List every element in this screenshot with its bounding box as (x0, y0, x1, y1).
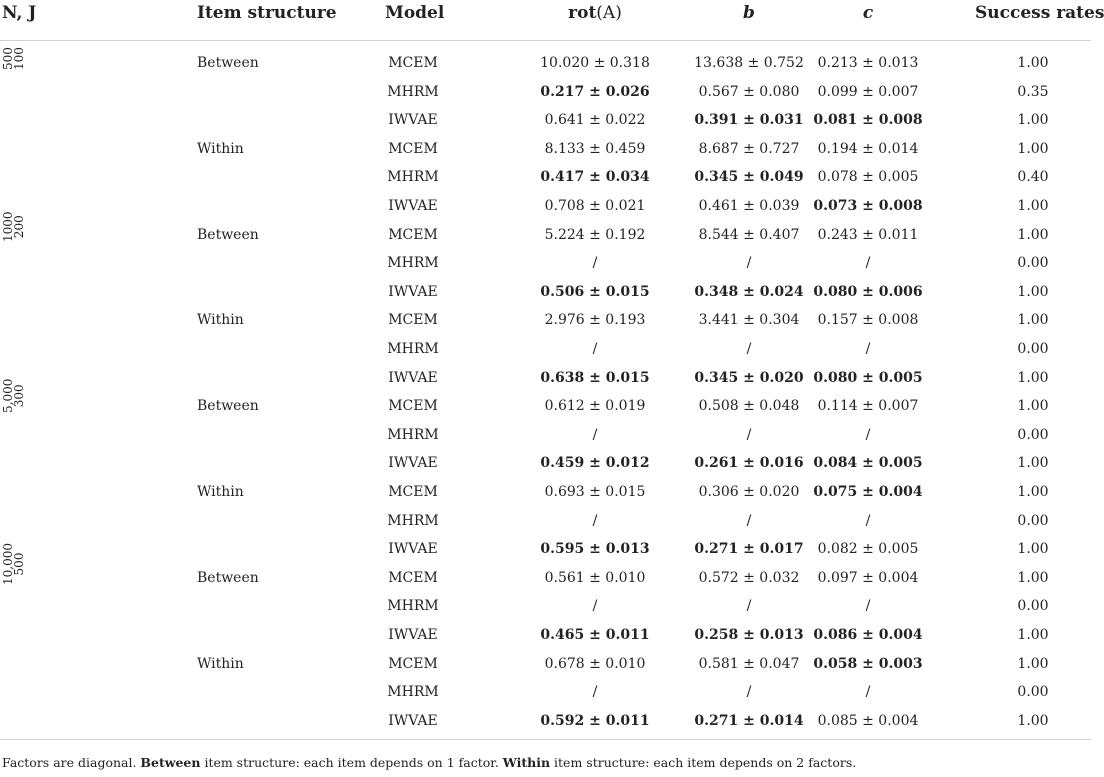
cell-rot: 8.133 ± 0.459 (544, 141, 646, 157)
cell-model: IWVAE (388, 370, 438, 386)
cell-b: / (746, 684, 752, 700)
footnote-between-text: item structure: each item depends on 1 factor. (200, 755, 503, 770)
cell-model: IWVAE (388, 627, 438, 643)
cell-model: MCEM (388, 227, 438, 243)
cell-rot: 10.020 ± 0.318 (540, 55, 650, 71)
cell-b: 8.544 ± 0.407 (698, 227, 800, 243)
cell-c: / (865, 255, 871, 271)
cell-c: 0.082 ± 0.005 (817, 541, 919, 557)
cell-success: 1.00 (1017, 713, 1049, 729)
cell-model: MHRM (387, 684, 439, 700)
table-bottom-rule (0, 739, 1091, 740)
header-model: Model (385, 3, 445, 23)
cell-success: 1.00 (1017, 541, 1049, 557)
cell-c: 0.243 ± 0.011 (817, 227, 919, 243)
cell-model: MCEM (388, 656, 438, 672)
cell-b: 0.567 ± 0.080 (698, 84, 800, 100)
cell-c: 0.073 ± 0.008 (813, 198, 923, 214)
cell-success: 1.00 (1017, 227, 1049, 243)
cell-c: 0.099 ± 0.007 (817, 84, 919, 100)
cell-model: IWVAE (388, 713, 438, 729)
cell-rot: / (592, 598, 598, 614)
header-c: c (862, 3, 874, 23)
cell-b: 3.441 ± 0.304 (698, 312, 800, 328)
cell-model: MHRM (387, 255, 439, 271)
cell-success: 0.00 (1017, 255, 1049, 271)
group-nj-label (3, 47, 25, 70)
cell-success: 1.00 (1017, 141, 1049, 157)
cell-c: 0.114 ± 0.007 (817, 398, 919, 414)
cell-model: MCEM (388, 398, 438, 414)
cell-c: / (865, 684, 871, 700)
cell-b: 0.271 ± 0.014 (694, 713, 804, 729)
cell-c: 0.075 ± 0.004 (813, 484, 923, 500)
cell-b: 0.572 ± 0.032 (698, 570, 800, 586)
header-rot: rot(A) (568, 3, 622, 23)
cell-structure: Within (197, 656, 244, 672)
header-nj: N, J (2, 3, 37, 23)
cell-rot: / (592, 513, 598, 529)
footnote-intro: Factors are diagonal. (2, 755, 141, 770)
cell-success: 1.00 (1017, 112, 1049, 128)
cell-rot: / (592, 684, 598, 700)
cell-rot: 0.708 ± 0.021 (544, 198, 646, 214)
cell-c: 0.084 ± 0.005 (813, 455, 923, 471)
cell-rot: 0.641 ± 0.022 (544, 112, 646, 128)
header-b: b (743, 3, 755, 23)
group-j: 300 (12, 384, 26, 408)
cell-b: 0.508 ± 0.048 (698, 398, 800, 414)
group-n: 5,000 (1, 378, 15, 413)
cell-b: 8.687 ± 0.727 (698, 141, 800, 157)
cell-model: IWVAE (388, 284, 438, 300)
cell-b: 0.348 ± 0.024 (694, 284, 804, 300)
cell-b: 0.258 ± 0.013 (694, 627, 804, 643)
cell-b: 0.581 ± 0.047 (698, 656, 800, 672)
cell-rot: 0.217 ± 0.026 (540, 84, 650, 100)
cell-b: 0.391 ± 0.031 (694, 112, 804, 128)
cell-c: 0.080 ± 0.005 (813, 370, 923, 386)
cell-model: MHRM (387, 84, 439, 100)
footnote-within-label: Within (502, 755, 551, 770)
cell-structure: Between (197, 227, 259, 243)
cell-success: 0.00 (1017, 341, 1049, 357)
footnote-within-text: item structure: each item depends on 2 factors. (550, 755, 857, 770)
cell-success: 1.00 (1017, 284, 1049, 300)
cell-structure: Within (197, 312, 244, 328)
group-n: 10,000 (1, 543, 15, 585)
footnote-between-label: Between (140, 755, 201, 770)
cell-success: 1.00 (1017, 398, 1049, 414)
group-j: 200 (12, 215, 26, 239)
cell-rot: 0.638 ± 0.015 (540, 370, 650, 386)
cell-c: 0.086 ± 0.004 (813, 627, 923, 643)
cell-rot: 0.693 ± 0.015 (544, 484, 646, 500)
cell-structure: Within (197, 484, 244, 500)
cell-rot: / (592, 341, 598, 357)
cell-c: / (865, 598, 871, 614)
header-success-rates: Success rates (975, 3, 1104, 23)
cell-model: MCEM (388, 55, 438, 71)
cell-c: 0.085 ± 0.004 (817, 713, 919, 729)
cell-c: 0.080 ± 0.006 (813, 284, 923, 300)
table-header (0, 0, 1104, 41)
cell-success: 0.35 (1017, 84, 1049, 100)
cell-b: / (746, 598, 752, 614)
cell-rot: 0.592 ± 0.011 (540, 713, 650, 729)
group-nj-label (3, 543, 25, 585)
cell-c: / (865, 341, 871, 357)
cell-c: 0.078 ± 0.005 (817, 169, 919, 185)
cell-rot: 0.506 ± 0.015 (540, 284, 650, 300)
cell-b: / (746, 427, 752, 443)
cell-rot: 0.465 ± 0.011 (540, 627, 650, 643)
cell-success: 1.00 (1017, 455, 1049, 471)
cell-success: 1.00 (1017, 198, 1049, 214)
cell-b: / (746, 513, 752, 529)
header-item-structure: Item structure (197, 3, 337, 23)
cell-success: 0.00 (1017, 598, 1049, 614)
cell-structure: Within (197, 141, 244, 157)
cell-b: 0.271 ± 0.017 (694, 541, 804, 557)
cell-structure: Between (197, 55, 259, 71)
cell-c: 0.081 ± 0.008 (813, 112, 923, 128)
cell-rot: / (592, 255, 598, 271)
cell-success: 1.00 (1017, 312, 1049, 328)
cell-rot: 0.595 ± 0.013 (540, 541, 650, 557)
cell-model: IWVAE (388, 541, 438, 557)
cell-model: IWVAE (388, 198, 438, 214)
cell-model: IWVAE (388, 455, 438, 471)
cell-success: 1.00 (1017, 570, 1049, 586)
cell-b: 0.461 ± 0.039 (698, 198, 800, 214)
cell-c: 0.097 ± 0.004 (817, 570, 919, 586)
cell-model: IWVAE (388, 112, 438, 128)
cell-rot: 0.417 ± 0.034 (540, 169, 650, 185)
cell-rot: 0.678 ± 0.010 (544, 656, 646, 672)
cell-model: MCEM (388, 484, 438, 500)
cell-model: MHRM (387, 341, 439, 357)
cell-b: 0.345 ± 0.049 (694, 169, 804, 185)
cell-model: MHRM (387, 169, 439, 185)
cell-rot: 0.459 ± 0.012 (540, 455, 650, 471)
cell-c: 0.194 ± 0.014 (817, 141, 919, 157)
cell-rot: / (592, 427, 598, 443)
cell-success: 1.00 (1017, 55, 1049, 71)
cell-model: MCEM (388, 312, 438, 328)
cell-c: / (865, 427, 871, 443)
cell-model: MHRM (387, 598, 439, 614)
cell-success: 1.00 (1017, 370, 1049, 386)
cell-model: MCEM (388, 570, 438, 586)
cell-rot: 2.976 ± 0.193 (544, 312, 646, 328)
cell-success: 1.00 (1017, 656, 1049, 672)
cell-model: MCEM (388, 141, 438, 157)
cell-success: 0.00 (1017, 513, 1049, 529)
cell-b: 0.345 ± 0.020 (694, 370, 804, 386)
cell-success: 1.00 (1017, 627, 1049, 643)
cell-b: 0.261 ± 0.016 (694, 455, 804, 471)
group-n: 1000 (1, 211, 15, 242)
cell-success: 0.00 (1017, 427, 1049, 443)
cell-success: 0.00 (1017, 684, 1049, 700)
cell-rot: 5.224 ± 0.192 (544, 227, 646, 243)
cell-success: 1.00 (1017, 484, 1049, 500)
cell-b: 0.306 ± 0.020 (698, 484, 800, 500)
cell-rot: 0.561 ± 0.010 (544, 570, 646, 586)
cell-b: / (746, 341, 752, 357)
cell-structure: Between (197, 570, 259, 586)
cell-model: MHRM (387, 513, 439, 529)
cell-model: MHRM (387, 427, 439, 443)
group-n: 500 (1, 47, 15, 70)
cell-c: 0.058 ± 0.003 (813, 656, 923, 672)
cell-success: 0.40 (1017, 169, 1049, 185)
group-j: 100 (12, 47, 26, 70)
cell-c: 0.157 ± 0.008 (817, 312, 919, 328)
cell-b: 13.638 ± 0.752 (694, 55, 804, 71)
cell-b: / (746, 255, 752, 271)
cell-rot: 0.612 ± 0.019 (544, 398, 646, 414)
cell-c: / (865, 513, 871, 529)
group-j: 500 (12, 552, 26, 576)
table-footnote (2, 755, 856, 770)
group-nj-label (3, 211, 25, 242)
cell-c: 0.213 ± 0.013 (817, 55, 919, 71)
cell-structure: Between (197, 398, 259, 414)
group-nj-label (3, 379, 25, 413)
